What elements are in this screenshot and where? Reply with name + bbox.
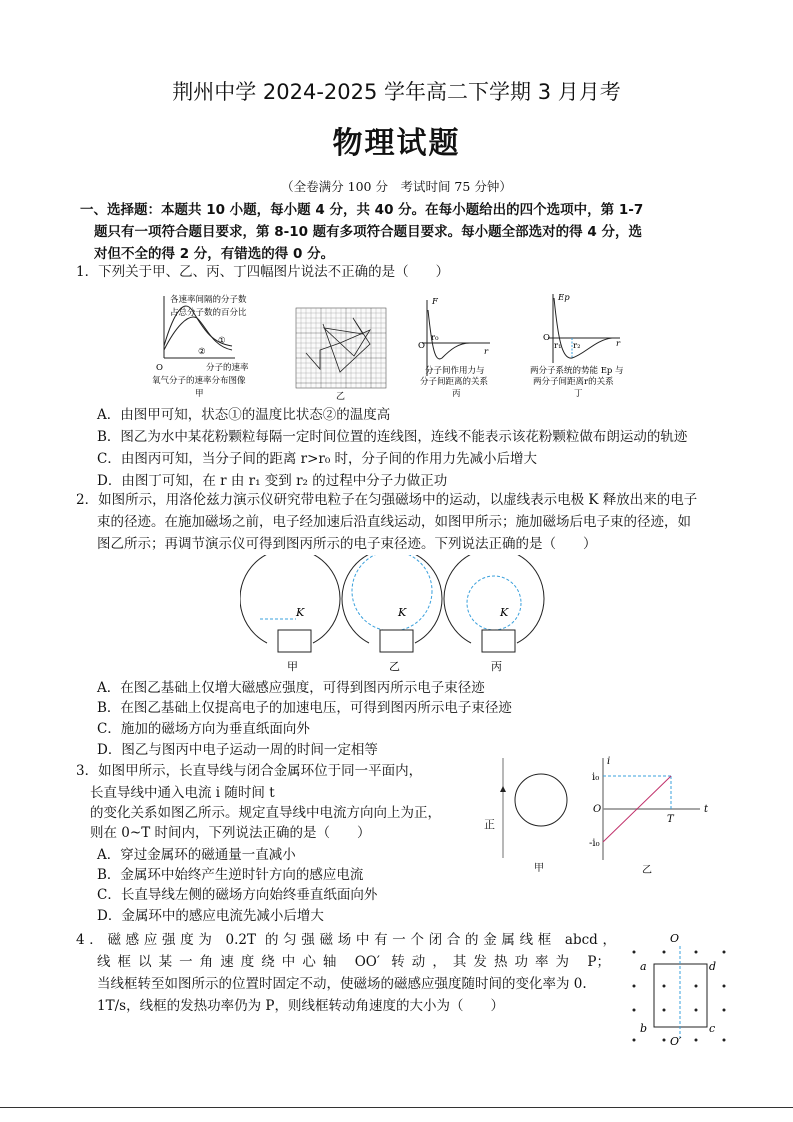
q1-figures	[140, 288, 660, 403]
field-dot	[723, 951, 726, 954]
fig-bing	[418, 297, 490, 399]
field-dot	[663, 985, 666, 988]
svg-text:甲: 甲	[287, 660, 298, 673]
svg-text:a: a	[640, 960, 647, 973]
svg-text:c: c	[709, 1022, 716, 1035]
q3-option-a: A．穿过金属环的磁通量一直减小	[97, 847, 296, 863]
svg-text:r₀: r₀	[431, 333, 439, 343]
q2-option-d: D．图乙与图丙中电子运动一周的时间一定相等	[97, 742, 378, 758]
svg-text:分子间距离的关系: 分子间距离的关系	[420, 377, 489, 387]
field-dot	[663, 951, 666, 954]
field-dot	[723, 1009, 726, 1012]
field-dot	[695, 1039, 698, 1042]
q3-option-b: B．金属环中始终产生逆时针方向的感应电流	[97, 867, 364, 883]
q1-option-c: C．由图丙可知，当分子间的距离 r>r₀ 时，分子间的作用力先减小后增大	[97, 451, 538, 467]
svg-text:t: t	[704, 804, 709, 815]
q1-option-d: D．由图丁可知，在 r 由 r₁ 变到 r₂ 的过程中分子力做正功	[97, 473, 448, 489]
svg-text:两分子间距离r的关系: 两分子间距离r的关系	[533, 377, 614, 387]
svg-text:各速率间隔的分子数: 各速率间隔的分子数	[170, 295, 247, 305]
q1-option-b: B．图乙为水中某花粉颗粒每隔一定时间位置的连线图，连线不能表示该花粉颗粒做布朗运动的轨迹	[97, 429, 688, 445]
q1-option-a: A．由图甲可知，状态①的温度比状态②的温度高	[97, 407, 391, 423]
svg-text:Ep: Ep	[558, 293, 570, 303]
subject-title: 物理试题	[332, 126, 461, 161]
q3-stem: 则在 0~T 时间内，下列说法正确的是（ ）	[90, 825, 371, 841]
q3-figures	[500, 750, 750, 880]
svg-text:O: O	[418, 341, 425, 351]
q3-option-d: D．金属环中的感应电流先减小后增大	[97, 908, 324, 924]
fig-jia	[152, 294, 249, 399]
q4-stem: 4．磁感应强度为 0.2T 的匀强磁场中有一个闭合的金属线框 abcd，	[76, 932, 616, 948]
q3-stem: 长直导线中通入电流 i 随时间 t	[90, 785, 275, 801]
svg-text:丁: 丁	[574, 389, 583, 399]
exam-title: 荆州中学 2024-2025 学年高二下学期 3 月月考	[172, 80, 621, 104]
q4-stem: 当线框转至如图所示的位置时固定不动，使磁场的磁感应强度随时间的变化率为 0.	[97, 976, 587, 992]
svg-text:丙: 丙	[452, 389, 461, 399]
svg-text:甲: 甲	[534, 863, 544, 874]
svg-text:分子间作用力与: 分子间作用力与	[425, 366, 485, 376]
field-dot	[633, 951, 636, 954]
svg-text:占总分子数的百分比: 占总分子数的百分比	[170, 308, 247, 318]
field-dot	[663, 1039, 666, 1042]
q4-stem: 线框以某一角速度绕中心轴 OO′ 转动，其发热功率为 P；	[97, 954, 610, 970]
field-dot	[723, 985, 726, 988]
svg-text:O: O	[670, 932, 680, 945]
field-dot	[633, 1039, 636, 1042]
section-line: 一、选择题：本题共 10 小题，每小题 4 分，共 40 分。在每小题给出的四个选项中，第 1-7	[80, 202, 644, 218]
q3-option-c: C．长直导线左侧的磁场方向始终垂直纸面向外	[97, 887, 378, 903]
svg-text:①: ①	[218, 336, 226, 346]
svg-text:K: K	[296, 606, 305, 619]
svg-text:d: d	[709, 960, 717, 973]
svg-text:i₀: i₀	[592, 772, 600, 783]
q3-stem: 的变化关系如图乙所示。规定直导线中电流方向向上为正，	[90, 805, 441, 821]
svg-text:r₁: r₁	[554, 341, 562, 351]
section-line: 题只有一项符合题目要求，第 8-10 题有多项符合题目要求。每小题全部选对的得 4 分，选	[94, 224, 642, 240]
svg-text:氧气分子的速率分布图像: 氧气分子的速率分布图像	[152, 376, 246, 386]
svg-text:K: K	[500, 606, 509, 619]
field-dot	[633, 985, 636, 988]
q2-stem: 图乙所示；再调节演示仪可得到图丙所示的电子束径迹。下列说法正确的是（ ）	[97, 536, 597, 552]
svg-text:O′: O′	[670, 1035, 682, 1046]
svg-text:O: O	[543, 333, 550, 343]
svg-text:O: O	[593, 804, 602, 815]
svg-text:乙: 乙	[642, 865, 652, 876]
fig-yi	[296, 308, 386, 402]
section-line: 对但不全的得 2 分，有错选的得 0 分。	[94, 246, 335, 262]
q2-figures	[240, 555, 550, 677]
svg-text:K: K	[398, 606, 407, 619]
svg-text:r₂: r₂	[573, 341, 581, 351]
svg-text:T: T	[667, 814, 674, 825]
fig-current-graph	[589, 756, 709, 876]
svg-text:O: O	[156, 363, 163, 373]
fig-tube-jia	[240, 555, 340, 673]
footer-rule	[0, 1107, 793, 1108]
svg-text:r: r	[616, 339, 621, 349]
fig-wire-ring	[500, 758, 567, 874]
field-dot	[633, 1009, 636, 1012]
positive-direction-label: 正	[484, 818, 495, 831]
svg-text:②: ②	[198, 347, 206, 357]
exam-info: （全卷满分 100 分 考试时间 75 分钟）	[281, 179, 512, 194]
field-dot	[723, 1039, 726, 1042]
svg-text:r: r	[484, 347, 489, 357]
field-dot	[695, 951, 698, 954]
field-dot	[695, 1009, 698, 1012]
svg-text:-i₀: -i₀	[589, 838, 600, 849]
q3-stem: 3．如图甲所示，长直导线与闭合金属环位于同一平面内，	[76, 763, 423, 779]
q1-stem: 1．下列关于甲、乙、丙、丁四幅图片说法不正确的是（ ）	[76, 264, 450, 280]
svg-text:乙: 乙	[389, 660, 400, 673]
svg-text:丙: 丙	[491, 660, 502, 673]
fig-tube-bing	[444, 555, 544, 673]
q2-option-b: B．在图乙基础上仅提高电子的加速电压，可得到图丙所示电子束径迹	[97, 700, 512, 716]
svg-text:b: b	[640, 1022, 648, 1035]
svg-text:乙: 乙	[336, 392, 346, 402]
svg-text:分子的速率: 分子的速率	[206, 363, 249, 373]
q2-option-a: A．在图乙基础上仅增大磁感应强度，可得到图丙所示电子束径迹	[97, 680, 485, 696]
q2-option-c: C．施加的磁场方向为垂直纸面向外	[97, 721, 310, 737]
q4-stem: 1T/s，线框的发热功率仍为 P，则线框转动角速度的大小为（ ）	[97, 998, 504, 1014]
field-dot	[663, 1009, 666, 1012]
svg-text:F: F	[432, 297, 438, 307]
q2-stem: 束的径迹。在施加磁场之前，电子经加速后沿直线运动，如图甲所示；施加磁场后电子束的径迹，如	[97, 514, 691, 530]
svg-text:甲: 甲	[195, 389, 204, 399]
q4-figure	[620, 928, 730, 1046]
fig-tube-yi	[342, 555, 442, 673]
fig-ding	[530, 293, 624, 399]
q2-stem: 2．如图所示，用洛伦兹力演示仪研究带电粒子在匀强磁场中的运动，以虚线表示电极 K 释放出来的电子	[76, 492, 698, 508]
field-dot	[695, 985, 698, 988]
svg-text:两分子系统的势能 Ep 与: 两分子系统的势能 Ep 与	[530, 366, 624, 376]
svg-text:i: i	[607, 756, 611, 767]
